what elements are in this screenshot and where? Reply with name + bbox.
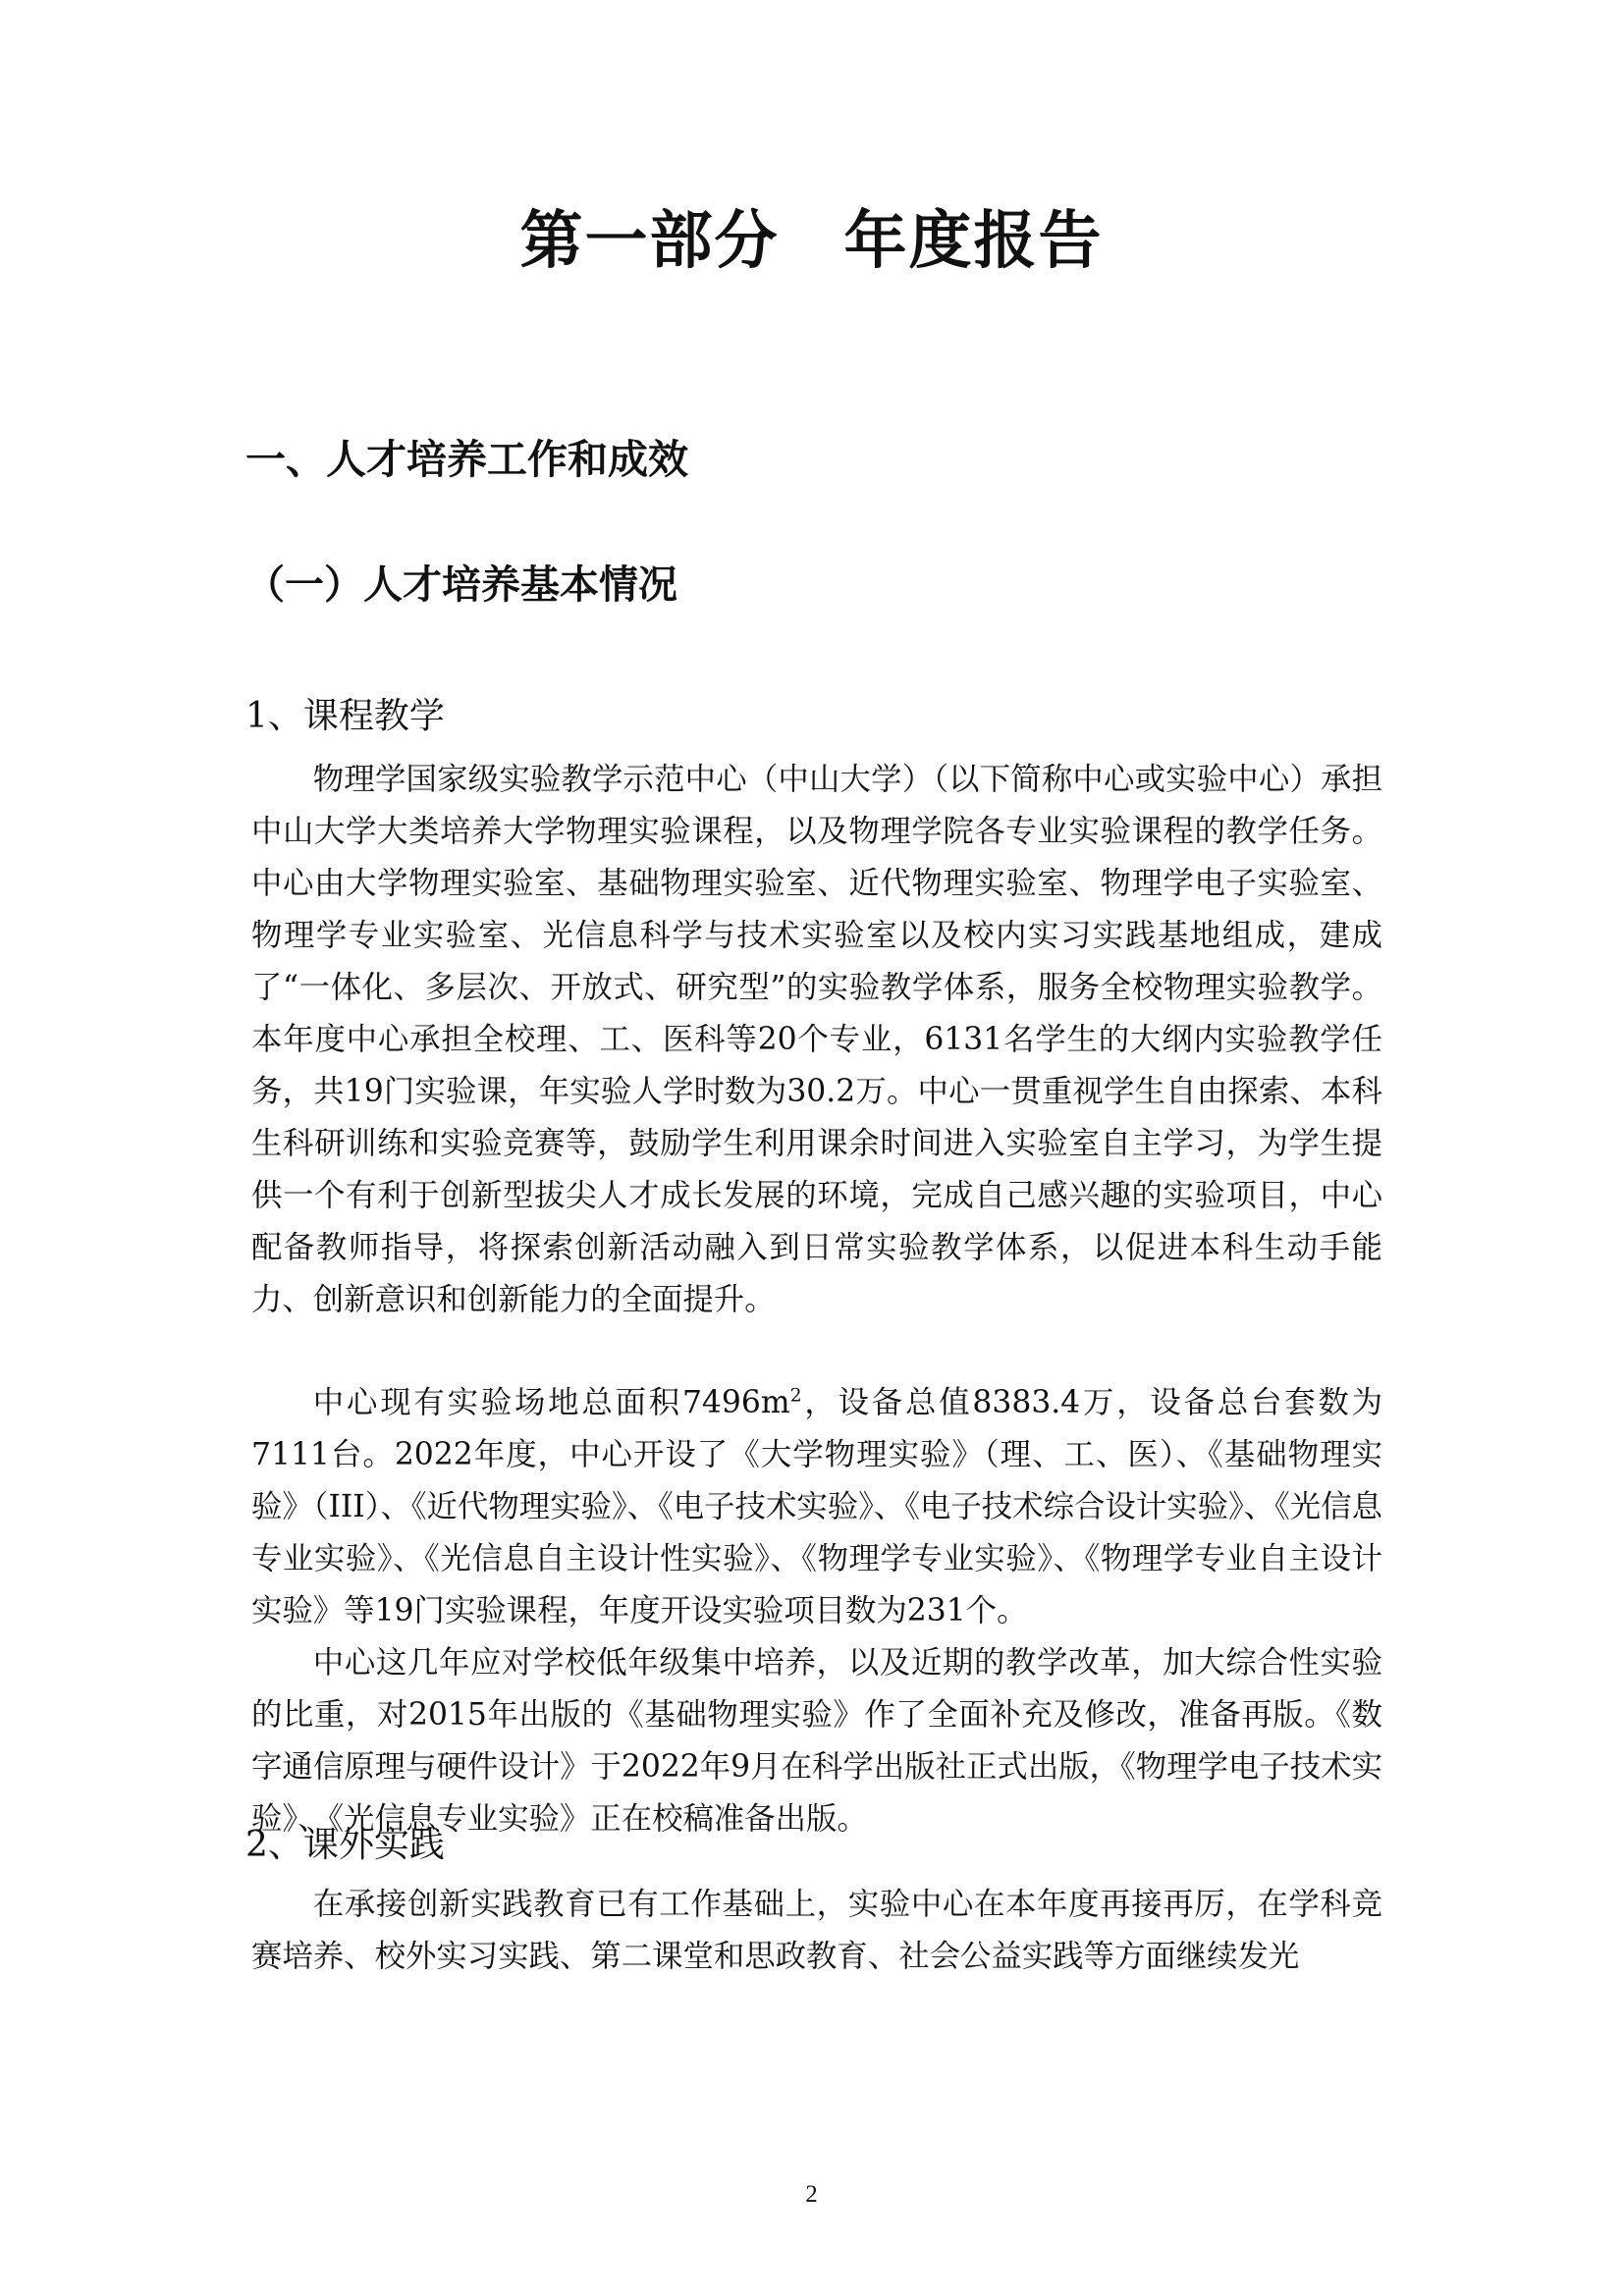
subsection-heading: （一）人才培养基本情况: [245, 562, 677, 608]
page-number: 2: [805, 2181, 818, 2208]
section-heading: 一、人才培养工作和成效: [245, 436, 688, 483]
extracurricular-practice-paragraph-1: 在承接创新实践教育已有工作基础上，实验中心在本年度再接再厉，在学科竞赛培养、校外实习实践、第二课堂和思政教育、社会公益实践等方面继续发光: [251, 1887, 1382, 1974]
course-teaching-paragraph-1: 物理学国家级实验教学示范中心（中山大学）（以下简称中心或实验中心）承担中山大学大类培养大学物理实验课程，以及物理学院各专业实验课程的教学任务。中心由大学物理实验室、基础物理实验室、近代物理实验室、物理学电子实验室、物理学专业实验室、光信息科学与技术实验室以及校内实习实践基地组成，建成了“一体化、多层次、开放式、研究型”的实验教学体系，服务全校物理实验教学。本年度中心承担全校理、工、医科等20个专业，6131名学生的大纲内实验教学任务，共19门实验课，年实验人学时数为30.2万。中心一贯重视学生自由探索、本科生科研训练和实验竞赛等，鼓励学生利用课余时间进入实验室自主学习，为学生提供一个有利于创新型拔尖人才成长发展的环境，完成自己感兴趣的实验项目，中心配备教师指导，将探索创新活动融入到日常实验教学体系，以促进本科生动手能力、创新意识和创新能力的全面提升。: [251, 762, 1382, 1317]
course-teaching-paragraph-2: [251, 1377, 1382, 1637]
equipment-and-courses-text: ，设备总值8383.4万，设备总台套数为7111台。2022年度，中心开设了《大学物理实验》（理、工、医）、《基础物理实验》（III）、《近代物理实验》、《电子技术实验》、《电子技术综合设计实验》、《光信息专业实验》、《光信息自主设计性实验》、《物理学专业实验》、《物理学专业自主设计实验》等19门实验课程，年度开设实验项目数为231个。: [251, 1385, 1383, 1629]
square-meter-superscript: 2: [789, 1385, 802, 1407]
lab-area-text: 中心现有实验场地总面积7496m: [312, 1385, 790, 1420]
course-teaching-heading: 1、课程教学: [245, 696, 445, 736]
extracurricular-practice-heading: 2、课外实践: [245, 1825, 445, 1865]
part-title: 第一部分 年度报告: [519, 205, 1104, 278]
course-teaching-paragraph-3: 中心这几年应对学校低年级集中培养，以及近期的教学改革，加大综合性实验的比重，对2015年出版的《基础物理实验》作了全面补充及修改，准备再版。《数字通信原理与硬件设计》于2022年9月在科学出版社正式出版，《物理学电子技术实验》、《光信息专业实验》正在校稿准备出版。: [251, 1645, 1382, 1837]
